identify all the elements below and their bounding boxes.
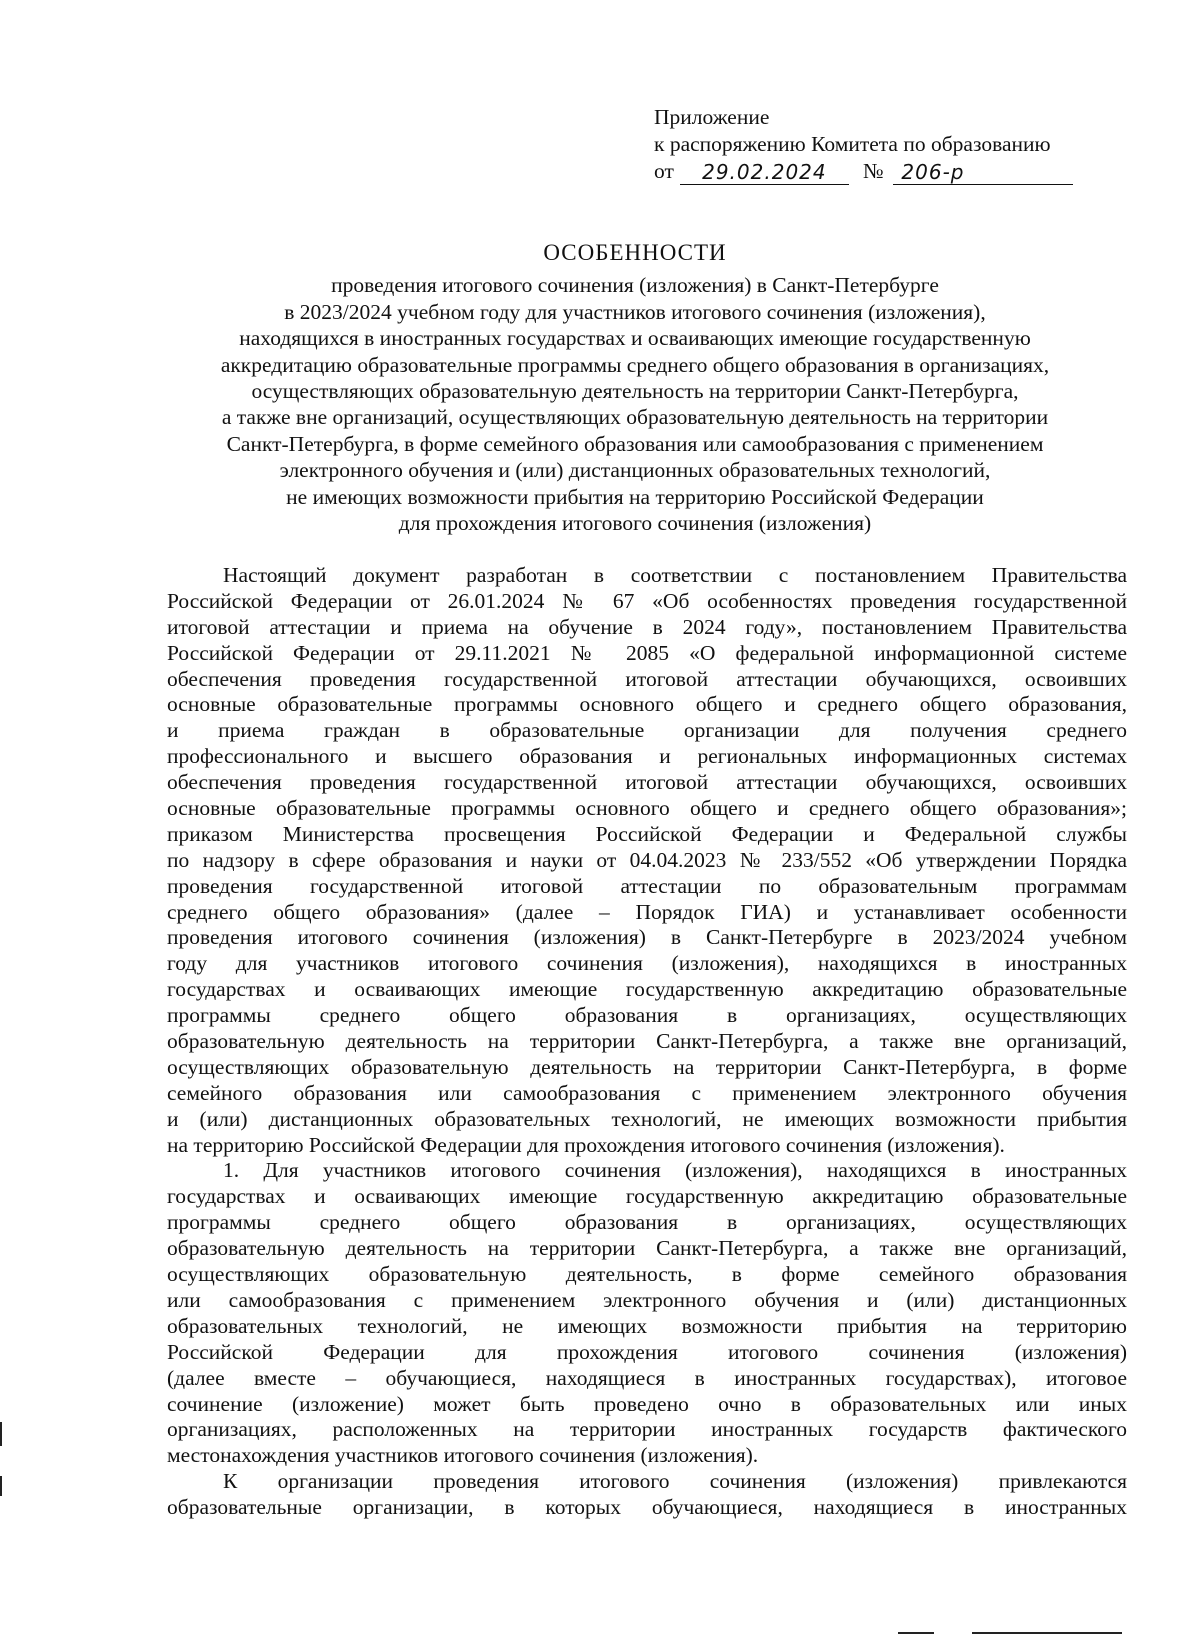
title-line: находящихся в иностранных государствах и осваивающих имеющие государственную bbox=[239, 326, 1031, 351]
handwritten-number: 206-р bbox=[893, 160, 1073, 185]
body-line: среднего общего образования» (далее – Порядок ГИА) и устанавливает особенности bbox=[167, 899, 1127, 924]
body-line: организациях, расположенных на территории иностранных государств фактического bbox=[167, 1417, 1127, 1442]
body-line: по надзору в сфере образования и науки от 04.04.2023 № 233/552 «Об утверждении Порядка bbox=[167, 847, 1127, 872]
body-line: образовательную деятельность на территории Санкт-Петербурга, а также вне организаций, bbox=[167, 1029, 1127, 1054]
body-line: приказом Министерства просвещения Российской Федерации и Федеральной службы bbox=[167, 821, 1127, 846]
body-line: основные образовательные программы основного общего и среднего общего образования, bbox=[167, 692, 1127, 717]
body-line: профессионального и высшего образования и региональных информационных системах bbox=[167, 744, 1127, 769]
body-line: году для участников итогового сочинения (изложения), находящихся в иностранных bbox=[167, 951, 1127, 976]
document-title bbox=[140, 240, 1130, 536]
scan-mark bbox=[0, 1422, 2, 1446]
appendix-title: Приложение bbox=[654, 105, 770, 129]
body-line: проведения итогового сочинения (изложения) в Санкт-Петербурге в 2023/2024 учебном bbox=[167, 925, 1127, 950]
body-line: семейного образования или самообразования с применением электронного обучения bbox=[167, 1080, 1127, 1105]
appendix-reference: к распоряжению Комитета по образованию bbox=[654, 132, 1051, 156]
title-heading: ОСОБЕННОСТИ bbox=[543, 240, 727, 265]
title-line: Санкт-Петербурга, в форме семейного образования или самообразования с применением bbox=[226, 431, 1044, 456]
scan-mark bbox=[898, 1632, 934, 1634]
body-line: осуществляющих образовательную деятельность, в форме семейного образования bbox=[167, 1262, 1127, 1287]
body-line: обеспечения проведения государственной итоговой аттестации обучающихся, освоивших bbox=[167, 666, 1127, 691]
body-line: на территорию Российской Федерации для прохождения итогового сочинения (изложения). bbox=[167, 1132, 1005, 1157]
body-line: К организации проведения итогового сочинения (изложения) привлекаются bbox=[223, 1469, 1127, 1494]
body-line: итоговой аттестации и приема на обучение в 2024 году», постановлением Правительства bbox=[167, 614, 1127, 639]
body-line: программы среднего общего образования в организациях, осуществляющих bbox=[167, 1210, 1127, 1235]
body-line: и (или) дистанционных образовательных технологий, не имеющих возможности прибытия bbox=[167, 1106, 1127, 1131]
appendix-date-number-row bbox=[654, 158, 1124, 185]
document-body bbox=[167, 563, 1127, 1521]
body-line: осуществляющих образовательную деятельность на территории Санкт-Петербурга, в форме bbox=[167, 1054, 1127, 1079]
body-line: 1. Для участников итогового сочинения (изложения), находящихся в иностранных bbox=[223, 1158, 1127, 1183]
body-line: государствах и осваивающих имеющие государственную аккредитацию образовательные bbox=[167, 977, 1127, 1002]
title-line: для прохождения итогового сочинения (изложения) bbox=[398, 511, 872, 536]
body-line: Российской Федерации для прохождения итогового сочинения (изложения) bbox=[167, 1339, 1127, 1364]
handwritten-date: 29.02.2024 bbox=[680, 160, 849, 185]
body-line: (далее вместе – обучающиеся, находящиеся в иностранных государствах), итоговое bbox=[167, 1365, 1127, 1390]
date-prefix: от bbox=[654, 159, 674, 183]
title-line: а также вне организаций, осуществляющих образовательную деятельность на территории bbox=[221, 405, 1049, 430]
title-line: аккредитацию образовательные программы среднего общего образования в организациях, bbox=[220, 352, 1050, 377]
title-line: в 2023/2024 учебном году для участников итогового сочинения (изложения), bbox=[284, 299, 986, 324]
body-line: образовательных технологий, не имеющих возможности прибытия на территорию bbox=[167, 1313, 1127, 1338]
number-sign: № bbox=[862, 159, 884, 183]
body-line: государствах и осваивающих имеющие государственную аккредитацию образовательные bbox=[167, 1184, 1127, 1209]
appendix-header bbox=[654, 104, 1124, 185]
body-line: основные образовательные программы основного общего и среднего общего образования»; bbox=[167, 796, 1127, 821]
body-line: и приема граждан в образовательные организации для получения среднего bbox=[167, 718, 1127, 743]
scan-mark bbox=[0, 1476, 2, 1496]
body-line: проведения государственной итоговой аттестации по образовательным программам bbox=[167, 873, 1127, 898]
title-line: электронного обучения и (или) дистанционных образовательных технологий, bbox=[279, 458, 991, 483]
body-line: местонахождения участников итогового сочинения (изложения). bbox=[167, 1443, 759, 1468]
body-line: сочинение (изложение) может быть проведено очно в образовательных или иных bbox=[167, 1391, 1127, 1416]
body-line: Настоящий документ разработан в соответствии с постановлением Правительства bbox=[223, 563, 1127, 587]
body-line: образовательную деятельность на территории Санкт-Петербурга, а также вне организаций, bbox=[167, 1236, 1127, 1261]
body-line: или самообразования с применением электронного обучения и (или) дистанционных bbox=[167, 1287, 1127, 1312]
body-line: обеспечения проведения государственной итоговой аттестации обучающихся, освоивших bbox=[167, 770, 1127, 795]
scan-mark bbox=[972, 1632, 1122, 1634]
title-line: не имеющих возможности прибытия на территорию Российской Федерации bbox=[286, 484, 984, 509]
title-line: проведения итогового сочинения (изложения) в Санкт-Петербурге bbox=[331, 273, 939, 298]
body-line: программы среднего общего образования в организациях, осуществляющих bbox=[167, 1003, 1127, 1028]
body-line: образовательные организации, в которых обучающиеся, находящиеся в иностранных bbox=[167, 1495, 1127, 1520]
title-line: осуществляющих образовательную деятельность на территории Санкт-Петербурга, bbox=[251, 379, 1019, 404]
body-line: Российской Федерации от 29.11.2021 № 2085 «О федеральной информационной системе bbox=[167, 640, 1127, 665]
body-line: Российской Федерации от 26.01.2024 № 67 «Об особенностях проведения государственной bbox=[167, 588, 1127, 613]
